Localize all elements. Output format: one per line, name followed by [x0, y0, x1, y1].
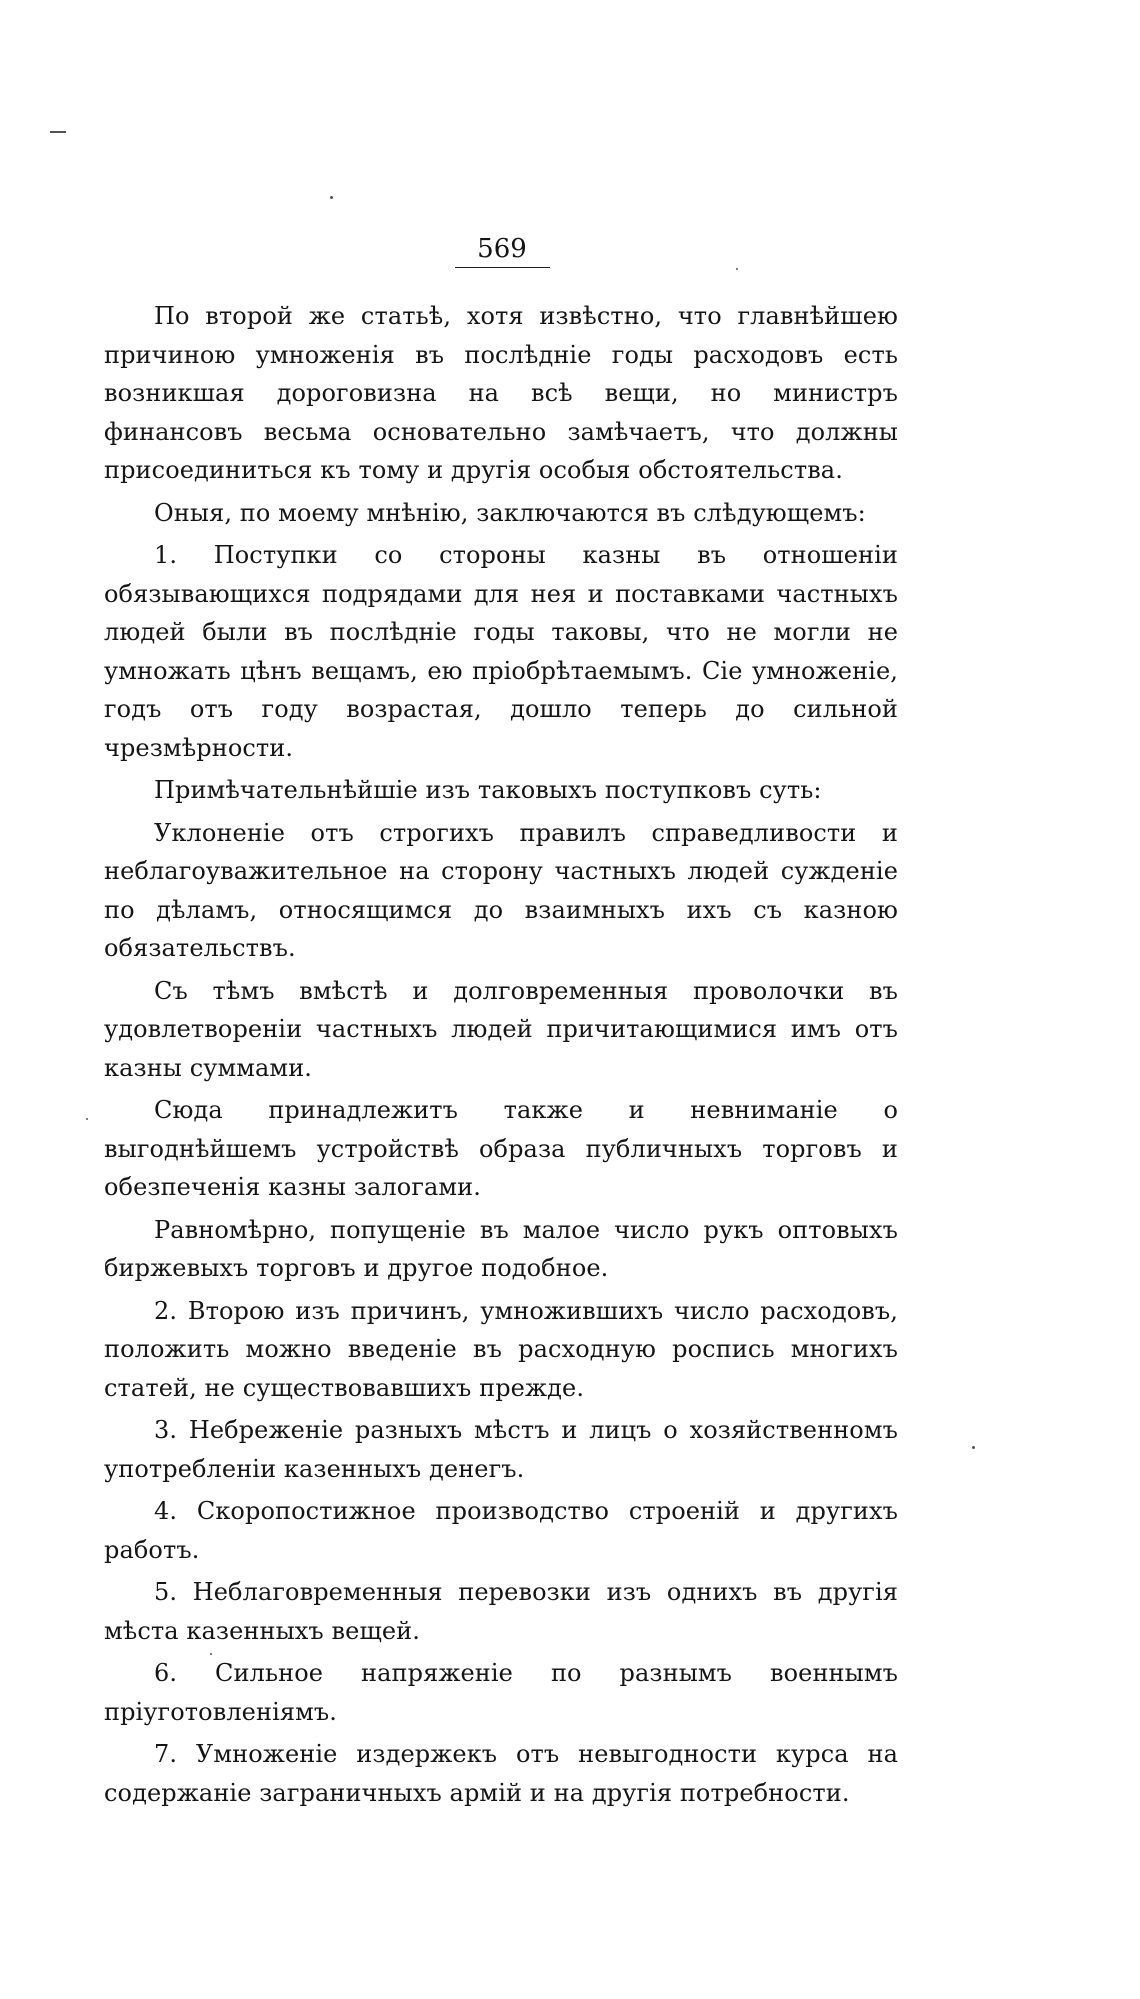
page-number: 569: [477, 234, 527, 264]
scan-speck: [736, 268, 738, 270]
paragraph-deviation: Уклоненіе отъ строгихъ правилъ справедливости и неблагоуважительное на сторону частныхъ людей сужденіе по дѣламъ, относящимся до взаимныхъ ихъ съ казною обязательствъ.: [104, 818, 898, 962]
paragraph-cause-3: 3. Небреженіе разныхъ мѣстъ и лицъ о хозяйственномъ употребленіи казенныхъ денегъ.: [104, 1416, 898, 1483]
paragraph-second-article: По второй же статьѣ, хотя извѣстно, что главнѣйшею причиною умноженія въ послѣдніе годы расходовъ есть возникшая дороговизна на всѣ вещи, но министръ финансовъ весьма основательно замѣчаетъ, что должны присоединиться къ тому и другія особыя обстоятельства.: [104, 302, 898, 484]
page-number-rule: [455, 267, 550, 268]
paragraph-inattention: Сюда принадлежитъ также и невниманіе о выгоднѣйшемъ устройствѣ образа публичныхъ торговъ и обезпеченія казны залогами.: [104, 1096, 898, 1201]
paragraph-wholesale: Равномѣрно, попущеніе въ малое число рукъ оптовыхъ биржевыхъ торговъ и другое подобное.: [104, 1215, 898, 1282]
paragraph-cause-5: 5. Неблаговременныя перевозки изъ однихъ въ другія мѣста казенныхъ вещей.: [104, 1578, 898, 1645]
paragraph-intro-causes: Оныя, по моему мнѣнію, заключаются въ слѣдующемъ:: [154, 498, 866, 527]
paragraph-cause-4: 4. Скоропостижное производство строеній и другихъ работъ.: [104, 1497, 898, 1564]
scan-speck: [86, 1118, 88, 1120]
scan-mark: [50, 131, 66, 133]
scan-speck: [330, 196, 333, 199]
paragraph-delays: Съ тѣмъ вмѣстѣ и долговременныя проволочки въ удовлетвореніи частныхъ людей причитающимися имъ отъ казны суммами.: [104, 976, 898, 1082]
paragraph-cause-6: 6. Сильное напряженіе по разнымъ военнымъ пріуготовленіямъ.: [104, 1659, 898, 1726]
scan-speck: [210, 1653, 212, 1655]
body-text: [104, 297, 898, 1816]
paragraph-cause-2: 2. Второю изъ причинъ, умножившихъ число расходовъ, положить можно введеніе въ расходную роспись многихъ статей, не существовавшихъ прежде.: [104, 1296, 898, 1402]
paragraph-cause-7: 7. Умноженіе издержекъ отъ невыгодности курса на содержаніе заграничныхъ армій и на другія потребности.: [104, 1740, 898, 1807]
paragraph-notable-actions: Примѣчательнѣйшіе изъ таковыхъ поступковъ суть:: [154, 776, 822, 804]
paragraph-cause-1: 1. Поступки со стороны казны въ отношеніи обязывающихся подрядами для нея и поставками частныхъ людей были въ послѣдніе годы таковы, что не могли не умножать цѣнъ вещамъ, ею пріобрѣтаемымъ. Сіе умноженіе, годъ отъ году возрастая, дошло теперь до сильной чрезмѣрности.: [104, 541, 898, 762]
scan-speck: [972, 1446, 975, 1449]
